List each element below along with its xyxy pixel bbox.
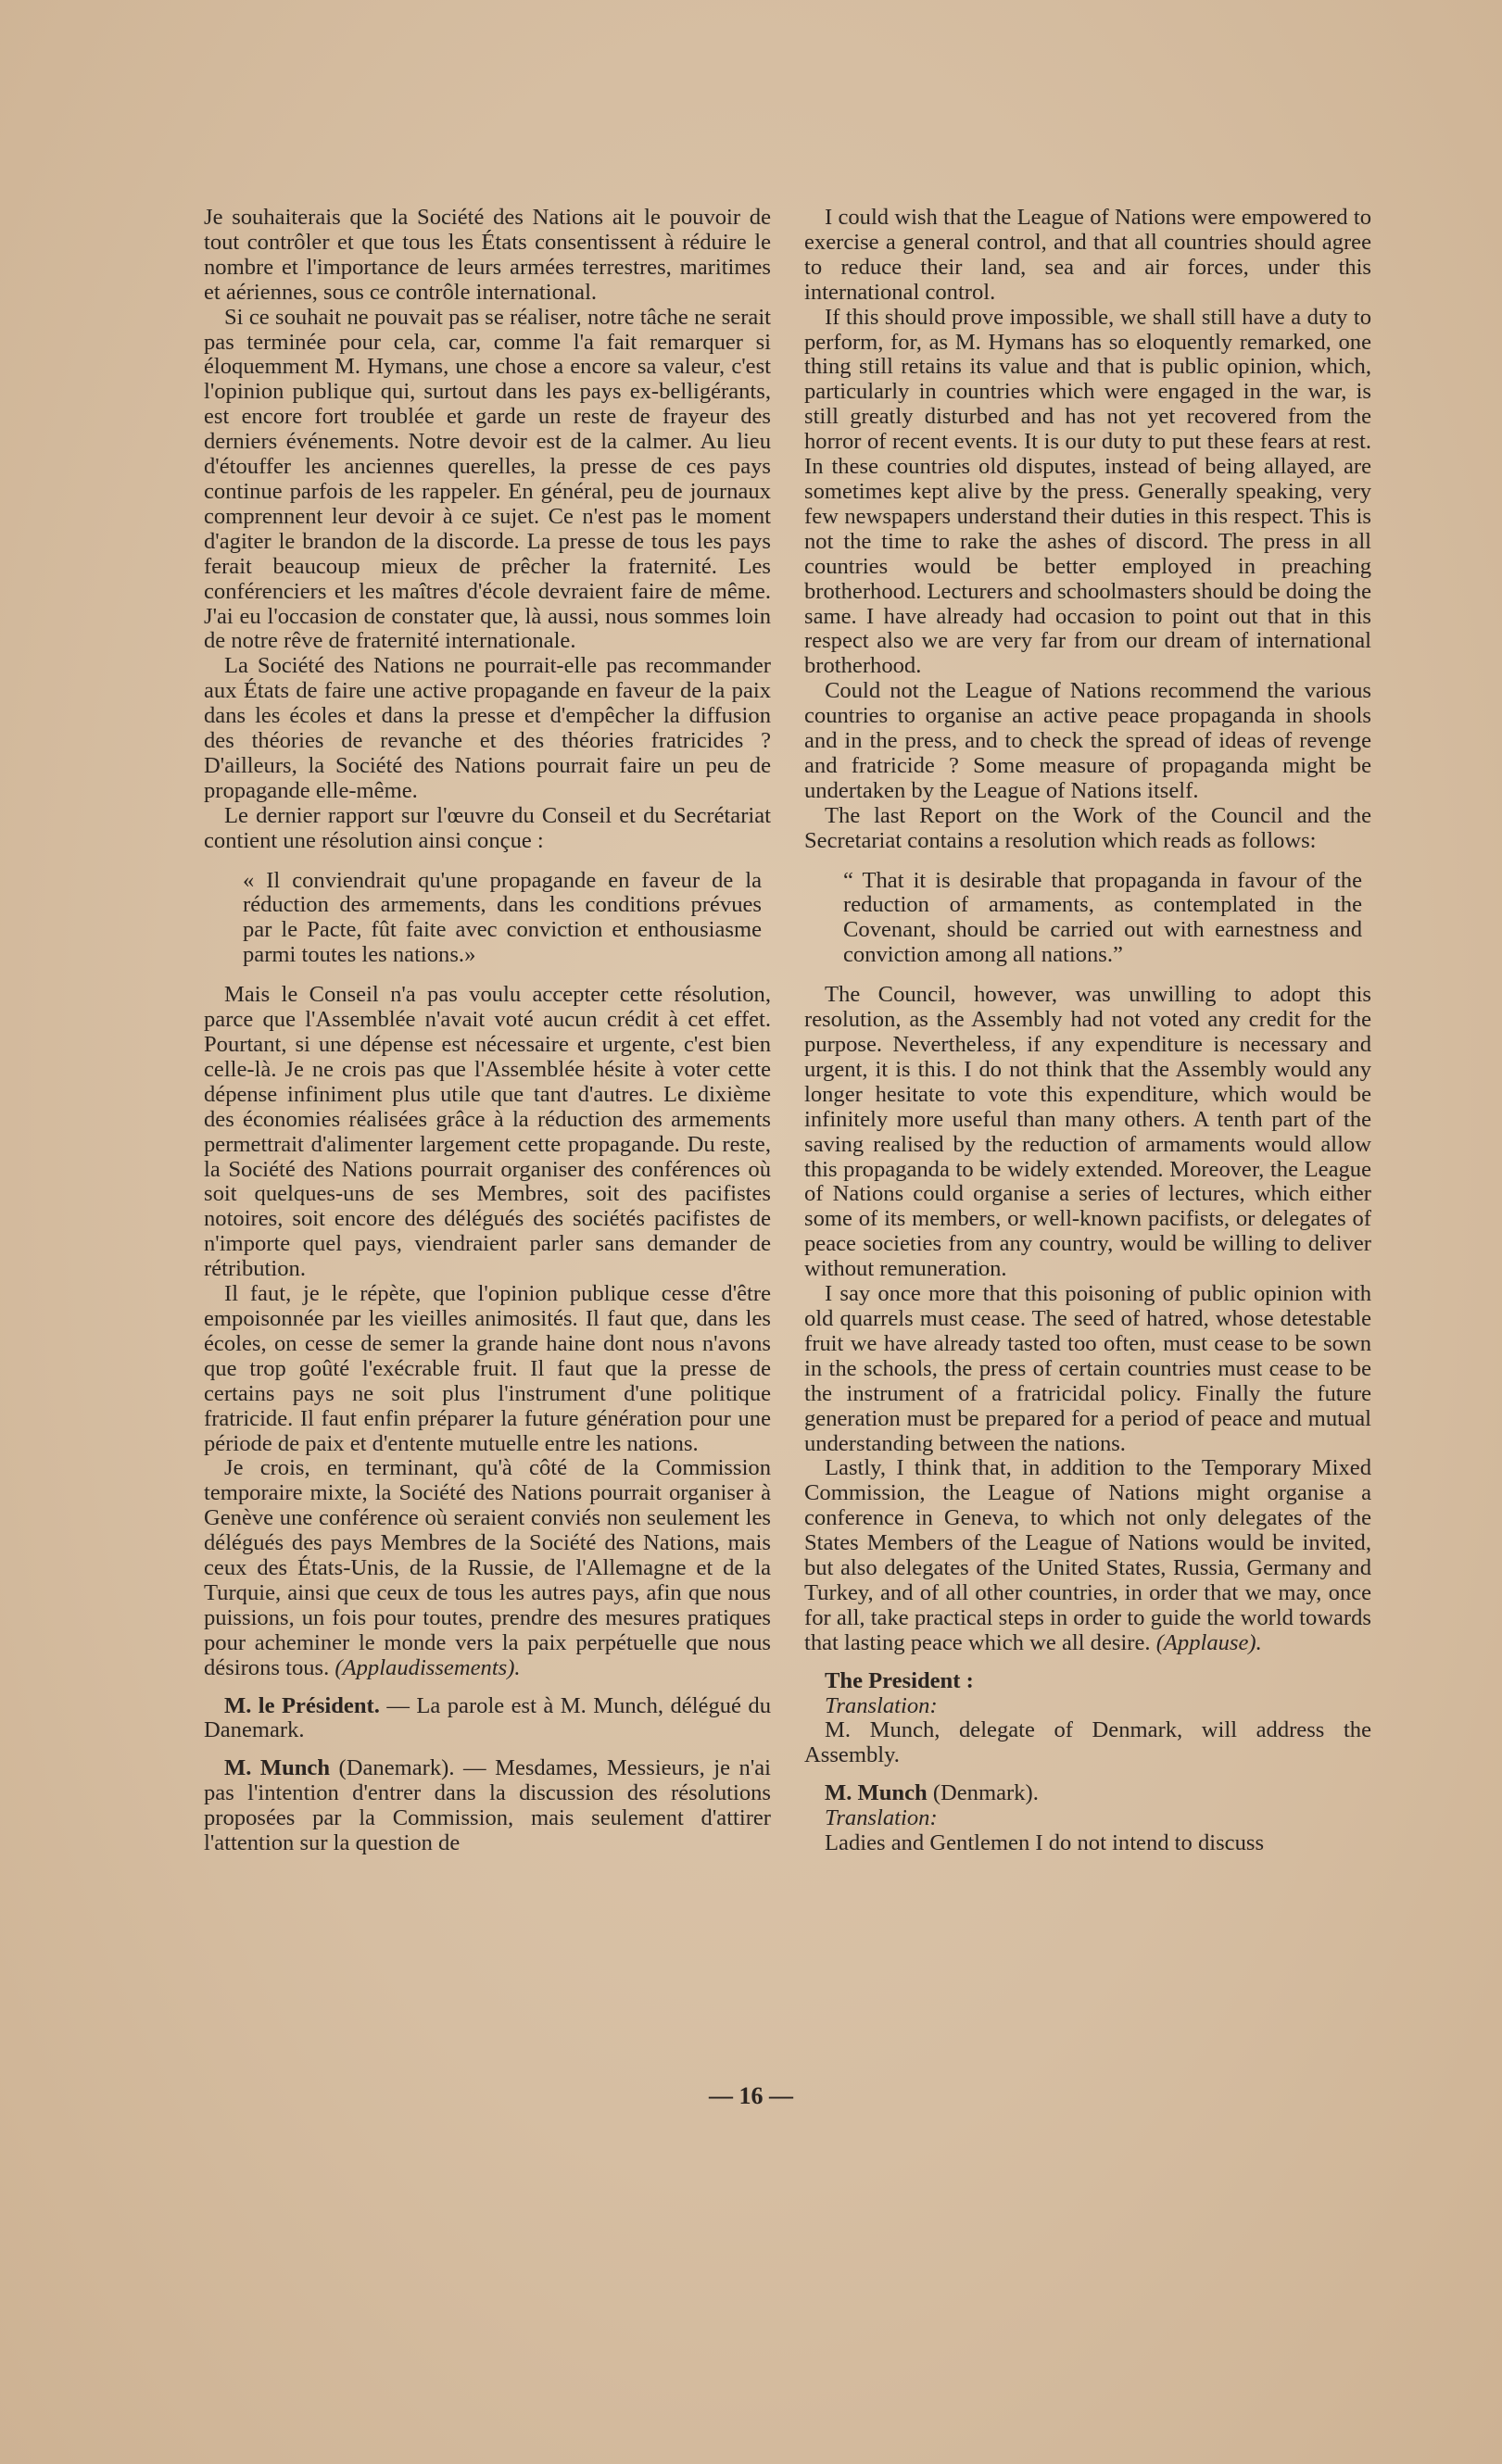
speaker-paragraph bbox=[804, 1781, 1371, 1806]
speaker-text: M. Munch, delegate of Denmark, will address the Assembly. bbox=[804, 1717, 1371, 1768]
french-column bbox=[204, 206, 771, 1856]
speaker-name: The President : bbox=[825, 1667, 974, 1693]
paragraph bbox=[204, 1456, 771, 1680]
page-number: — 16 — bbox=[709, 2082, 793, 2109]
speaker-paragraph bbox=[204, 1694, 771, 1744]
speaker-country: (Danemark). bbox=[330, 1755, 455, 1781]
paragraph: I say once more that this poisoning of public opinion with old quarrels must cease. The seed of hatred, whose detestable fruit we have already tasted too often, must cease to be sown in the schools, the press of certain countries must cease to be the instrument of a fratricidal policy. Finally the future generation must be prepared for a period of peace and mutual understanding between the nations. bbox=[804, 1281, 1371, 1456]
paragraph-text: Mais le Conseil n'a pas voulu accepter cette résolution, parce que l'Assemblée n'avait voté aucun crédit à cet effet. Pourtant, si une dépense est nécessaire et urgente, c'est bien celle-là. Je ne crois pas que l'Assemblée hésite à voter cette dépense infiniment plus utile que tant d'autres. Le dixième des économies réalisées grâce à la réduction des armements permettrait d'alimenter largement cette propagande. Du reste, la Société des Nations pourrait organiser des conférences où soit quelques-uns de ses Membres, soit des pacifistes notoires, soit encore des délégués des sociétés pacifistes de n'importe quel pays, viendraient parler sans demander de rétribution. bbox=[204, 982, 771, 1282]
paragraph-text: Je crois, en terminant, qu'à côté de la Commission temporaire mixte, la Société des Nations pourrait organiser à Genève une conférence où seraient conviés non seulement les délégués des pays Membres de la Société des Nations, mais ceux des États-Unis, de la Russie, de l'Allemagne et de la Turquie, ainsi que ceux de tous les autres pays, afin que nous puissions, un fois pour toutes, prendre des mesures pratiques pour acheminer le monde vers la paix perpétuelle que nous désirons tous. bbox=[204, 1455, 771, 1680]
quote-text: “ That it is desirable that propaganda in favour of the reduction of armaments, as contemplated in the Covenant, should be carried out with earnestness and conviction among all nations.” bbox=[843, 867, 1362, 968]
paragraph-text: Lastly, I think that, in addition to the Temporary Mixed Commission, the League of Nations might organise a conference in Geneva, to which not only delegates of the States Members of the League of Nations would be invited, but also delegates of the United States, Russia, Germany and Turkey, and of all other countries, in order that we may, once for all, take practical steps in order to guide the world towards that lasting peace which we all desire. bbox=[804, 1455, 1371, 1655]
speaker-text: Ladies and Gentlemen I do not intend to discuss bbox=[825, 1830, 1265, 1856]
speaker-text: — La parole est à M. Munch, délégué du Danemark. bbox=[204, 1692, 771, 1743]
speaker-name: M. Munch bbox=[825, 1780, 928, 1806]
paragraph bbox=[804, 1456, 1371, 1655]
paragraph: The last Report on the Work of the Council and the Secretariat contains a resolution which reads as follows: bbox=[804, 802, 1371, 853]
speaker-name: M. le Président. bbox=[224, 1692, 380, 1718]
block-quote bbox=[243, 869, 762, 969]
paragraph: La Société des Nations ne pourrait-elle pas recommander aux États de faire une active propagande en faveur de la paix dans les écoles et dans la presse et d'empêcher la diffusion des théories de revanche et des théories fratricides ? D'ailleurs, la Société des Nations pourrait faire un peu de propagande elle-même. bbox=[204, 653, 771, 803]
speaker-paragraph bbox=[804, 1669, 1371, 1694]
applause-note: (Applause). bbox=[1155, 1629, 1262, 1655]
speaker-paragraph bbox=[204, 1756, 771, 1856]
paragraph: I could wish that the League of Nations were empowered to exercise a general control, and that all countries should agree to reduce their land, sea and air forces, under this international control. bbox=[804, 205, 1371, 305]
applause-note: (Applaudissements). bbox=[334, 1654, 521, 1680]
paragraph: If this should prove impossible, we shall still have a duty to perform, for, as M. Hymans has so eloquently remarked, one thing still retains its value and that is public opinion, which, particularly in countries which were engaged in the war, is still greatly disturbed and has not yet recovered from the horror of recent events. It is our duty to put these fears at rest. In these countries old disputes, instead of being allayed, are sometimes kept alive by the press. Generally speaking, very few newspapers understand their duties in this respect. This is not the time to rake the ashes of discord. The press in all countries would be better employed in preaching brotherhood. Lecturers and schoolmasters should be doing the same. I have already had occasion to point out that in this respect also we are very far from our dream of international brotherhood. bbox=[804, 304, 1371, 679]
translation-label: Translation: bbox=[825, 1805, 938, 1831]
block-quote bbox=[843, 869, 1362, 969]
speaker-name: M. Munch bbox=[224, 1755, 331, 1781]
paragraph: The Council, however, was unwilling to adopt this resolution, as the Assembly had not voted any credit for the purpose. Nevertheless, if any expenditure is necessary and urgent, it is this. I do not think that the Assembly would any longer hesitate to vote this expenditure, which would be infinitely more useful than many others. A tenth part of the saving realised by the reduction of armaments would allow this propaganda to be widely extended. Moreover, the League of Nations could organise a series of lectures, which either some of its members, or well-known pacifists, or delegates of peace societies from any country, would be willing to deliver without remuneration. bbox=[804, 982, 1371, 1282]
speaker-text: — Mesdames, Messieurs, je n'ai pas l'intention d'entrer dans la discussion des résolutions proposées par la Commission, mais seulement d'attirer l'attention sur la question de bbox=[204, 1755, 771, 1856]
paragraph: Je souhaiterais que la Société des Nations ait le pouvoir de tout contrôler et que tous les États consentissent à réduire le nombre et l'importance de leurs armées terrestres, maritimes et aériennes, sous ce contrôle international. bbox=[204, 205, 771, 305]
paragraph: Il faut, je le répète, que l'opinion publique cesse d'être empoisonnée par les vieilles animosités. Il faut que, dans les écoles, on cesse de semer la grande haine dont nous n'avons que trop goûté l'exécrable fruit. Il faut que la presse de certains pays ne soit plus l'instrument d'une politique fratricide. Il faut enfin préparer la future génération pour une période de paix et d'entente mutuelle entre les nations. bbox=[204, 1281, 771, 1456]
paragraph: Si ce souhait ne pouvait pas se réaliser, notre tâche ne serait pas terminée pour cela, car, comme l'a fait remarquer si éloquemment M. Hymans, une chose a encore sa valeur, c'est l'opinion publique qui, surtout dans les pays ex-belligérants, est encore fort troublée et garde un reste de frayeur des derniers événements. Notre devoir est de la calmer. Au lieu d'étouffer les anciennes querelles, la presse de ces pays continue parfois de les rappeler. En général, peu de journaux comprennent leur devoir à ce sujet. Ce n'est pas le moment d'agiter le brandon de la discorde. La presse de tous les pays ferait beaucoup mieux de prêcher la fraternité. Les conférenciers et les maîtres d'école devraient faire de même. J'ai eu l'occasion de constater que, là aussi, nous sommes loin de notre rêve de fraternité internationale. bbox=[204, 304, 771, 654]
paragraph: Could not the League of Nations recommend the various countries to organise an active peace propaganda in shools and in the press, and to check the spread of ideas of revenge and fratricide ? Some measure of propaganda might be undertaken by the League of Nations itself. bbox=[804, 678, 1371, 803]
english-column bbox=[804, 206, 1371, 1856]
translation-label: Translation: bbox=[825, 1692, 938, 1718]
quote-text: « Il conviendrait qu'une propagande en faveur de la réduction des armements, dans les conditions prévues par le Pacte, fût faite avec conviction et enthousiasme parmi toutes les nations.» bbox=[243, 867, 762, 968]
paragraph bbox=[204, 983, 771, 1282]
paragraph: Le dernier rapport sur l'œuvre du Conseil et du Secrétariat contient une résolution ainsi conçue : bbox=[204, 802, 771, 853]
speaker-country: (Denmark). bbox=[927, 1780, 1039, 1806]
